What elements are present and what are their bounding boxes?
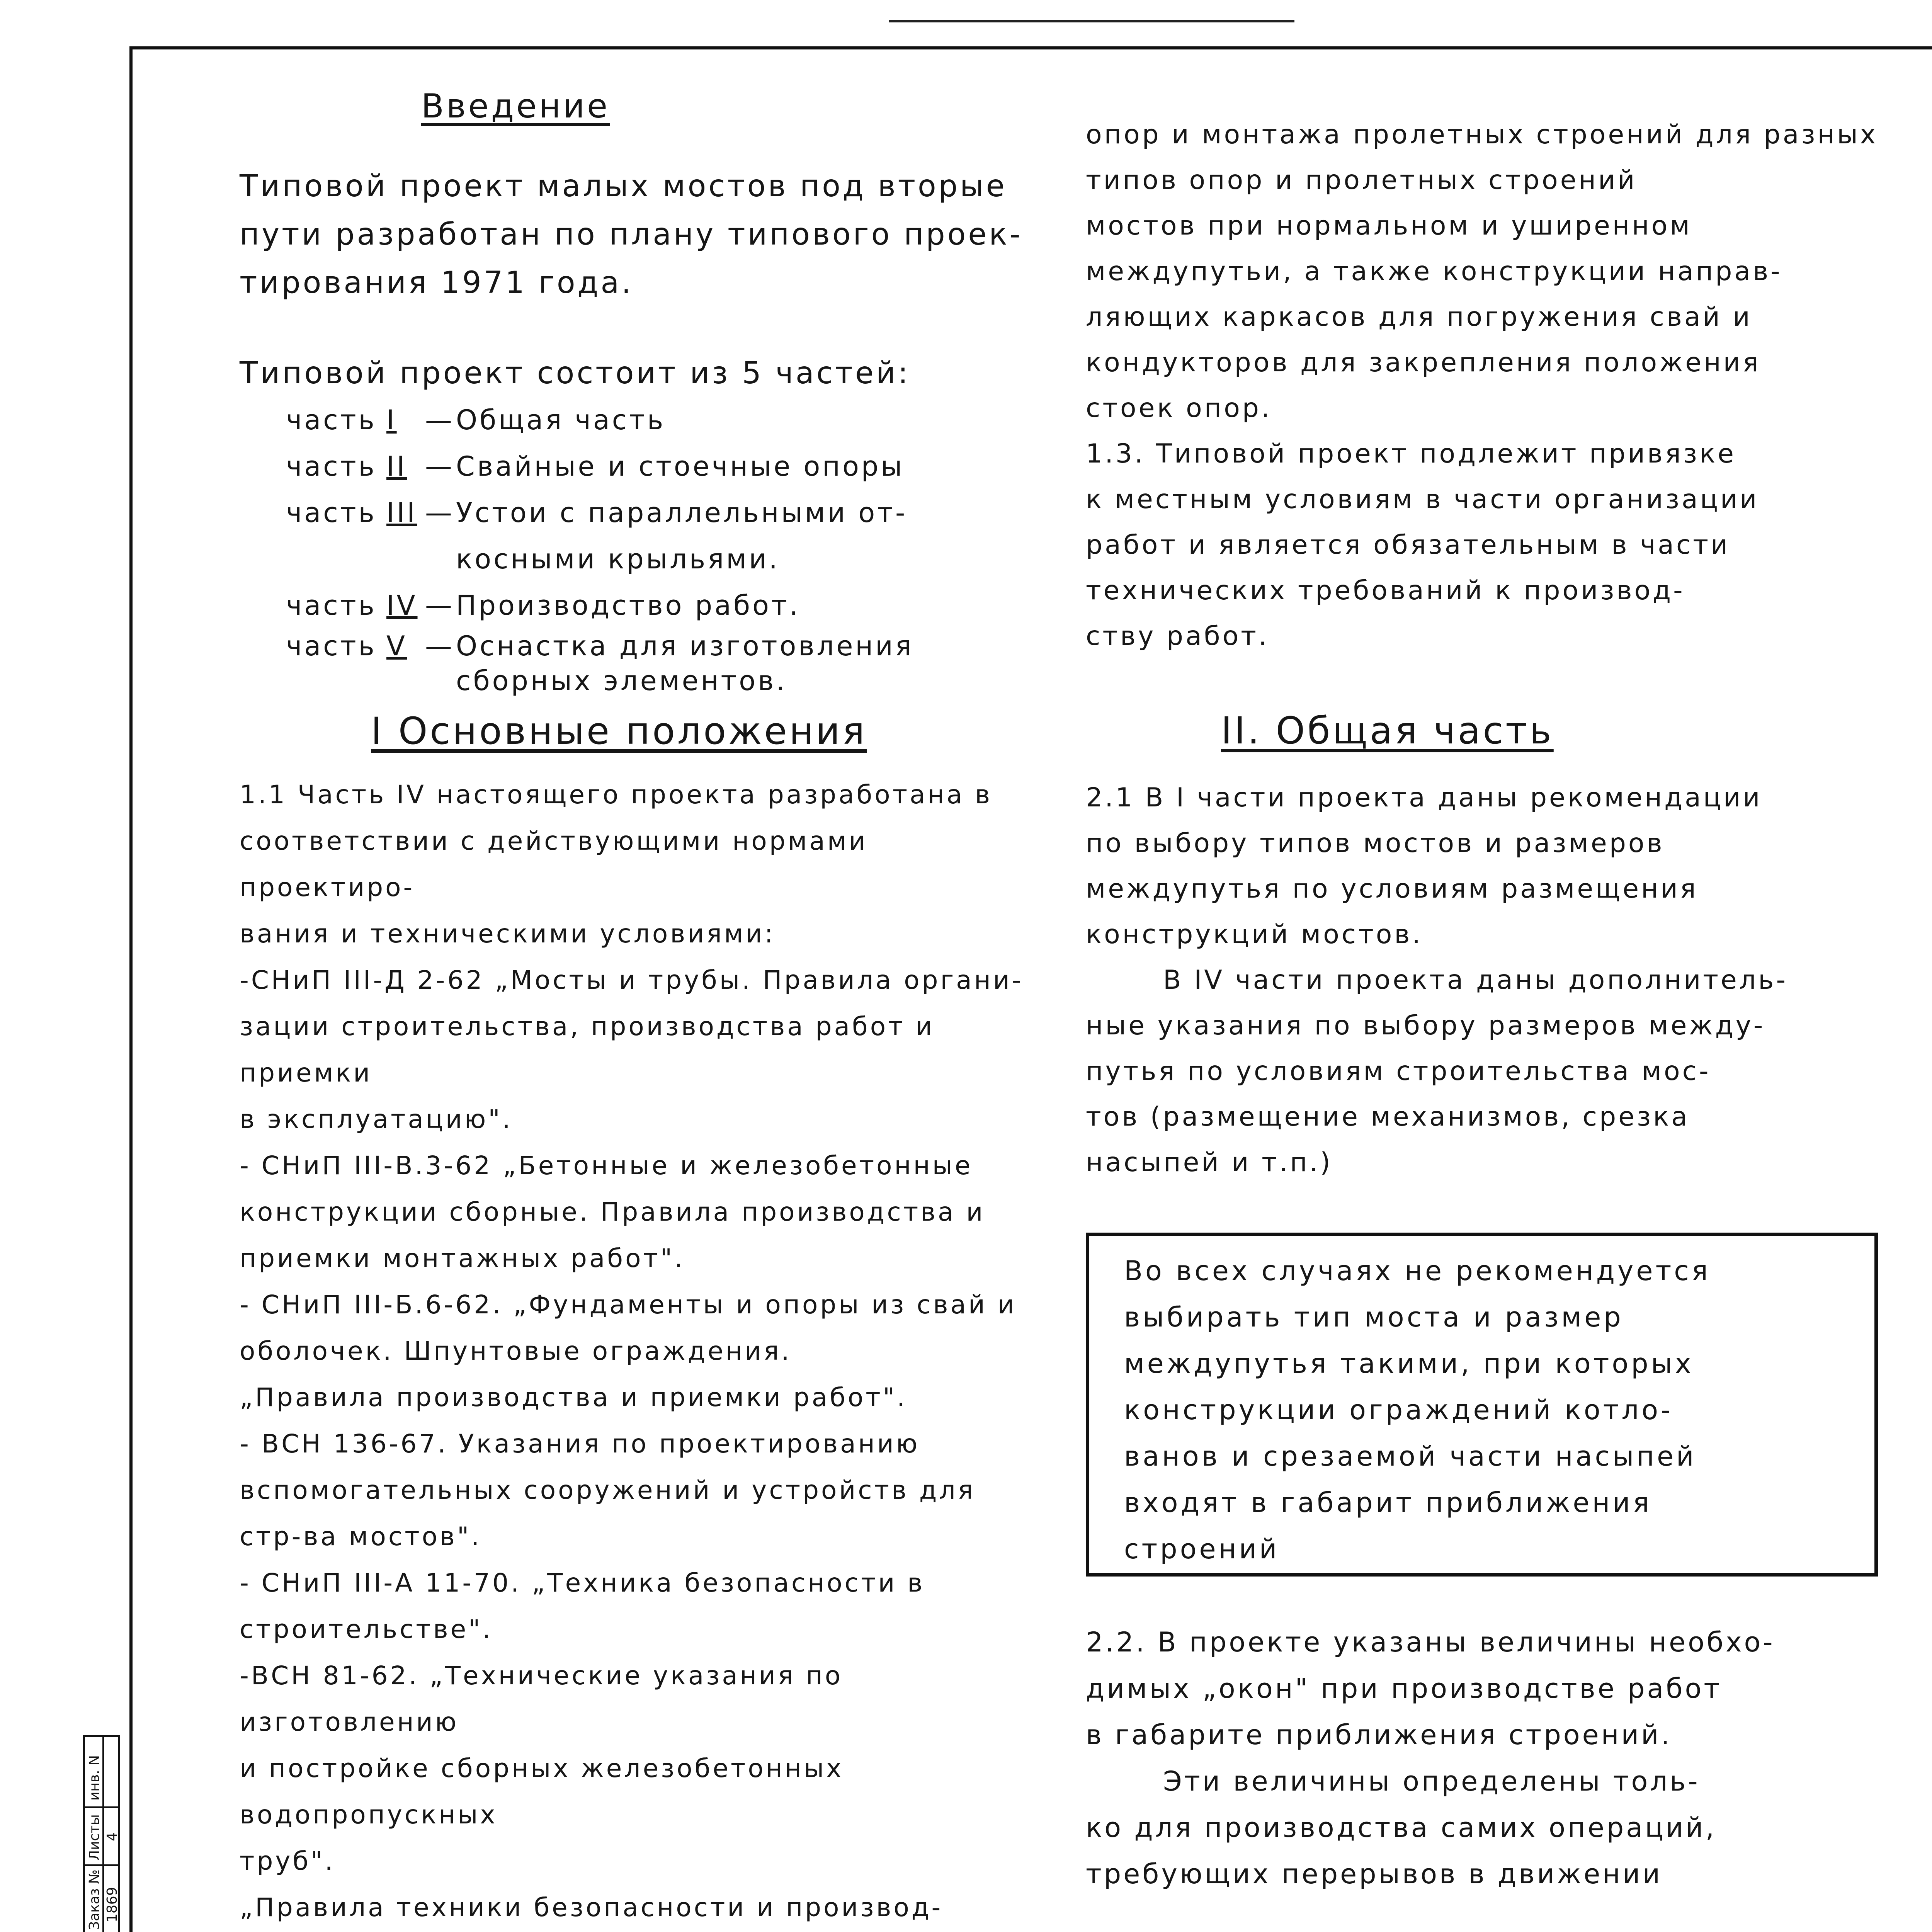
note-line: Во всех случаях не рекомендуется xyxy=(1124,1255,1711,1287)
text-line: -ВСН 81-62. „Технические указания по изготовлению xyxy=(240,1661,843,1737)
text-line: стр-ва мостов". xyxy=(240,1522,482,1551)
text-line: - СНиП III-А 11-70. „Техника безопасности в xyxy=(240,1568,925,1598)
note-line: конструкции ограждений котло- xyxy=(1124,1394,1673,1426)
text-line: конструкций мостов. xyxy=(1086,919,1423,950)
text-line: В IV части проекта даны дополнитель- xyxy=(1163,965,1788,995)
text-line: - ВСН 136-67. Указания по проектированию xyxy=(240,1429,920,1459)
text-line: работ и является обязательным в части xyxy=(1086,530,1730,560)
part-item: косными крыльями. xyxy=(456,543,780,575)
part-item: часть III — Устои с параллельными от- xyxy=(286,497,908,529)
side-stamp-label: Листы xyxy=(87,1814,102,1861)
side-stamp-label: инв. N xyxy=(87,1755,102,1801)
text-line: насыпей и т.п.) xyxy=(1086,1147,1333,1178)
text-line: междупутьи, а также конструкции направ- xyxy=(1086,256,1782,287)
text-line: ляющих каркасов для погружения свай и xyxy=(1086,302,1752,332)
top-rule xyxy=(889,20,1294,22)
part-item: часть IV — Производство работ. xyxy=(286,590,801,621)
text-line: - СНиП III-Б.6-62. „Фундаменты и опоры из свай и xyxy=(240,1290,1017,1320)
text-line: ные указания по выбору размеров между- xyxy=(1086,1010,1765,1041)
intro-line: пути разработан по плану типового проек- xyxy=(240,217,1023,252)
text-line: по выбору типов мостов и размеров xyxy=(1086,828,1665,859)
text-line: строительстве". xyxy=(240,1614,493,1644)
text-line: и постройке сборных железобетонных водопропускных xyxy=(240,1753,844,1830)
text-line: соответствии с действующими нормами проектиро- xyxy=(240,826,868,902)
part-item: часть I — Общая часть xyxy=(286,404,666,436)
side-stamp-label: Заказ № xyxy=(87,1869,102,1930)
note-line: междупутья такими, при которых xyxy=(1124,1348,1694,1379)
text-line: конструкции сборные. Правила производства и xyxy=(240,1197,985,1227)
text-line: в габарите приближения строений. xyxy=(1086,1719,1672,1751)
parts-list xyxy=(240,397,1032,698)
text-line: зации строительства, производства работ и приемки xyxy=(240,1012,935,1088)
parts-intro: Типовой проект состоит из 5 частей: xyxy=(240,356,910,391)
column-2 xyxy=(1086,112,1917,1185)
side-stamp-value: 4 xyxy=(104,1832,120,1841)
text-line: ко для производства самих операций, xyxy=(1086,1812,1716,1844)
text-line: междупутья по условиям размещения xyxy=(1086,874,1698,904)
text-line: 2.1 В I части проекта даны рекомендации xyxy=(1086,782,1762,813)
note-line: выбирать тип моста и размер xyxy=(1124,1301,1624,1333)
text-line: 1.3. Типовой проект подлежит привязке xyxy=(1086,439,1736,469)
section1-body xyxy=(240,772,1032,1932)
text-line: вспомогательных сооружений и устройств для xyxy=(240,1475,976,1505)
text-line: Эти величины определены толь- xyxy=(1163,1765,1700,1797)
text-line: 1.1 Часть IV настоящего проекта разработана в xyxy=(240,780,993,810)
side-stamp xyxy=(83,1735,120,1932)
text-line: тов (размещение механизмов, срезка xyxy=(1086,1102,1690,1132)
text-line: путья по условиям строительства мос- xyxy=(1086,1056,1711,1087)
text-line: труб". xyxy=(240,1846,335,1876)
intro-line: Типовой проект малых мостов под вторые xyxy=(240,169,1007,204)
note-line: строений xyxy=(1124,1533,1280,1565)
part-item: часть II — Свайные и стоечные опоры xyxy=(286,451,905,482)
text-line: „Правила техники безопасности и производ- xyxy=(240,1893,943,1922)
intro-paragraph xyxy=(240,162,1032,307)
text-line: оболочек. Шпунтовые ограждения. xyxy=(240,1336,792,1366)
text-line: приемки монтажных работ". xyxy=(240,1243,685,1273)
text-line: в эксплуатацию". xyxy=(240,1104,513,1134)
text-line: ству работ. xyxy=(1086,621,1269,651)
text-line: типов опор и пролетных строений xyxy=(1086,165,1637,196)
part-item: сборных элементов. xyxy=(456,665,787,697)
section2-title: II. Общая часть xyxy=(1221,709,1554,752)
column-1 xyxy=(240,70,1032,1932)
text-line: - СНиП III-В.3-62 „Бетонные и железобетонные xyxy=(240,1151,973,1180)
text-line: вания и техническими условиями: xyxy=(240,919,776,949)
side-stamp-value: 1869 xyxy=(104,1887,120,1922)
part-item: часть V — Оснастка для изготовления xyxy=(286,630,914,662)
text-line: „Правила производства и приемки работ". xyxy=(240,1383,908,1412)
note-line: входят в габарит приближения xyxy=(1124,1487,1652,1519)
note-line: ванов и срезаемой части насыпей xyxy=(1124,1440,1697,1472)
text-line: мостов при нормальном и уширенном xyxy=(1086,211,1692,241)
text-line: кондукторов для закрепления положения xyxy=(1086,347,1761,378)
text-line: к местным условиям в части организации xyxy=(1086,484,1759,515)
text-line: димых „окон" при производстве работ xyxy=(1086,1673,1722,1704)
intro-title: Введение xyxy=(421,87,610,126)
text-line: опор и монтажа пролетных строений для разных xyxy=(1086,119,1878,150)
text-line: -СНиП III-Д 2-62 „Мосты и трубы. Правила органи- xyxy=(240,965,1024,995)
recommendation-note-box xyxy=(1086,1233,1878,1577)
text-line: стоек опор. xyxy=(1086,393,1272,423)
text-line: требующих перерывов в движении xyxy=(1086,1858,1663,1890)
column-2-bottom xyxy=(1086,1619,1917,1897)
text-line: 2.2. В проекте указаны величины необхо- xyxy=(1086,1626,1775,1658)
text-line: технических требований к производ- xyxy=(1086,575,1685,606)
section1-title: I Основные положения xyxy=(371,709,867,753)
intro-line: тирования 1971 года. xyxy=(240,265,634,300)
